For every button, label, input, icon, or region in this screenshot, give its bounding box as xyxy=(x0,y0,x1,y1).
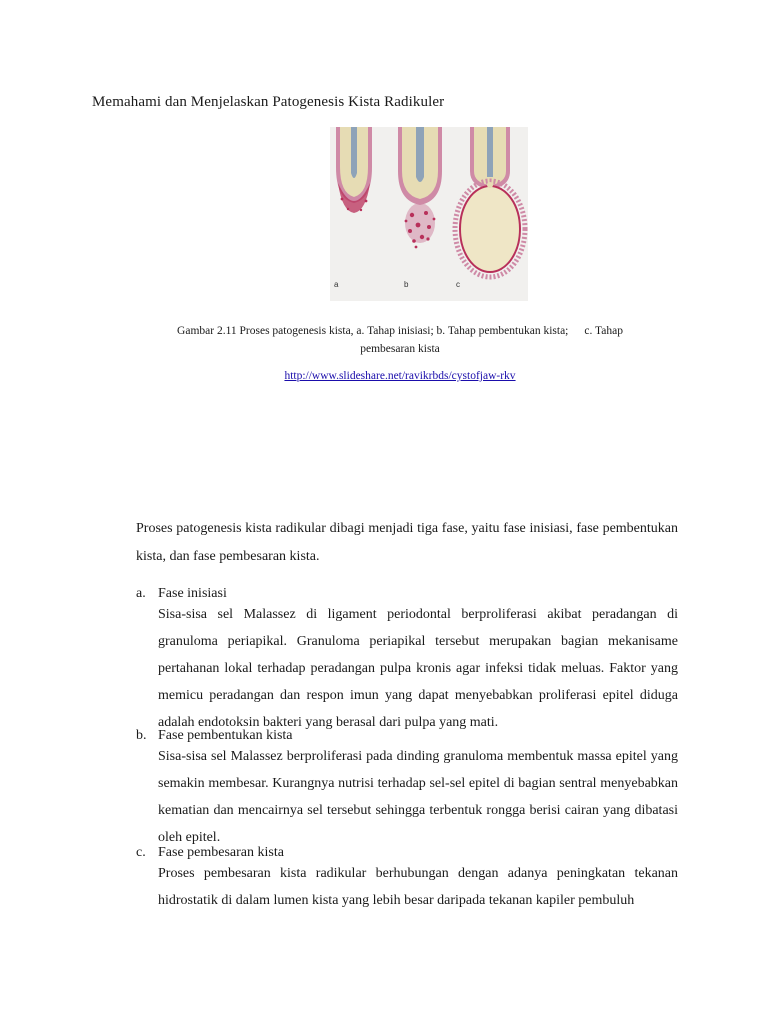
caption-part-2: c. Tahap pembesaran kista xyxy=(360,325,623,355)
panel-label-b: b xyxy=(404,280,409,289)
pathogenesis-figure xyxy=(330,127,528,301)
panel-label-c: c xyxy=(456,280,460,289)
list-marker: a. xyxy=(136,586,146,601)
source-link[interactable]: http://www.slideshare.net/ravikrbds/cystofjaw-rkv xyxy=(284,370,516,382)
panel-label-a: a xyxy=(334,280,339,289)
panel-a-tooth-root xyxy=(336,127,372,213)
list-body: Sisa-sisa sel Malassez di ligament periodontal berproliferasi akibat peradangan di granuloma periapikal. Granuloma periapikal tersebut merupakan bagian mekanisame pertahanan lokal terhadap peradangan pulpa kronis agar infeksi tidak meluas. Faktor yang memicu peradangan dan respon imun yang dapat menyebabkan proliferasi epitel diduga adalah endotoksin bakteri yang berasal dari pulpa yang mati. xyxy=(158,607,678,730)
list-marker: c. xyxy=(136,845,146,860)
list-marker: b. xyxy=(136,728,147,743)
intro-paragraph: Proses patogenesis kista radikular dibagi menjadi tiga fase, yaitu fase inisiasi, fase pembentukan kista, dan fase pembesaran kista. xyxy=(136,521,678,564)
list-heading: Fase inisiasi xyxy=(158,586,227,601)
list-body: Proses pembesaran kista radikular berhubungan dengan adanya peningkatan tekanan hidrostatik di dalam lumen kista yang lebih besar daripada tekanan kapiler pembuluh xyxy=(158,866,678,908)
panel-b-tooth-root xyxy=(398,127,442,248)
list-heading: Fase pembentukan kista xyxy=(158,728,293,743)
figure-source xyxy=(150,370,650,382)
figure-caption xyxy=(150,322,650,358)
list-heading: Fase pembesaran kista xyxy=(158,845,284,860)
list-body: Sisa-sisa sel Malassez berproliferasi pada dinding granuloma membentuk massa epitel yang semakin membesar. Kurangnya nutrisi terhadap sel-sel epitel di bagian sentral menyebabkan kematian dan mencairnya sel tersebut sehingga terbentuk rongga berisi cairan yang dibatasi oleh epitel. xyxy=(158,749,678,845)
panel-c-tooth-root xyxy=(455,127,525,277)
pathogenesis-illustration xyxy=(330,127,528,301)
page-title: Memahami dan Menjelaskan Patogenesis Kista Radikuler xyxy=(92,94,445,110)
caption-part-1: Gambar 2.11 Proses patogenesis kista, a. Tahap inisiasi; b. Tahap pembentukan kista; xyxy=(177,325,569,337)
